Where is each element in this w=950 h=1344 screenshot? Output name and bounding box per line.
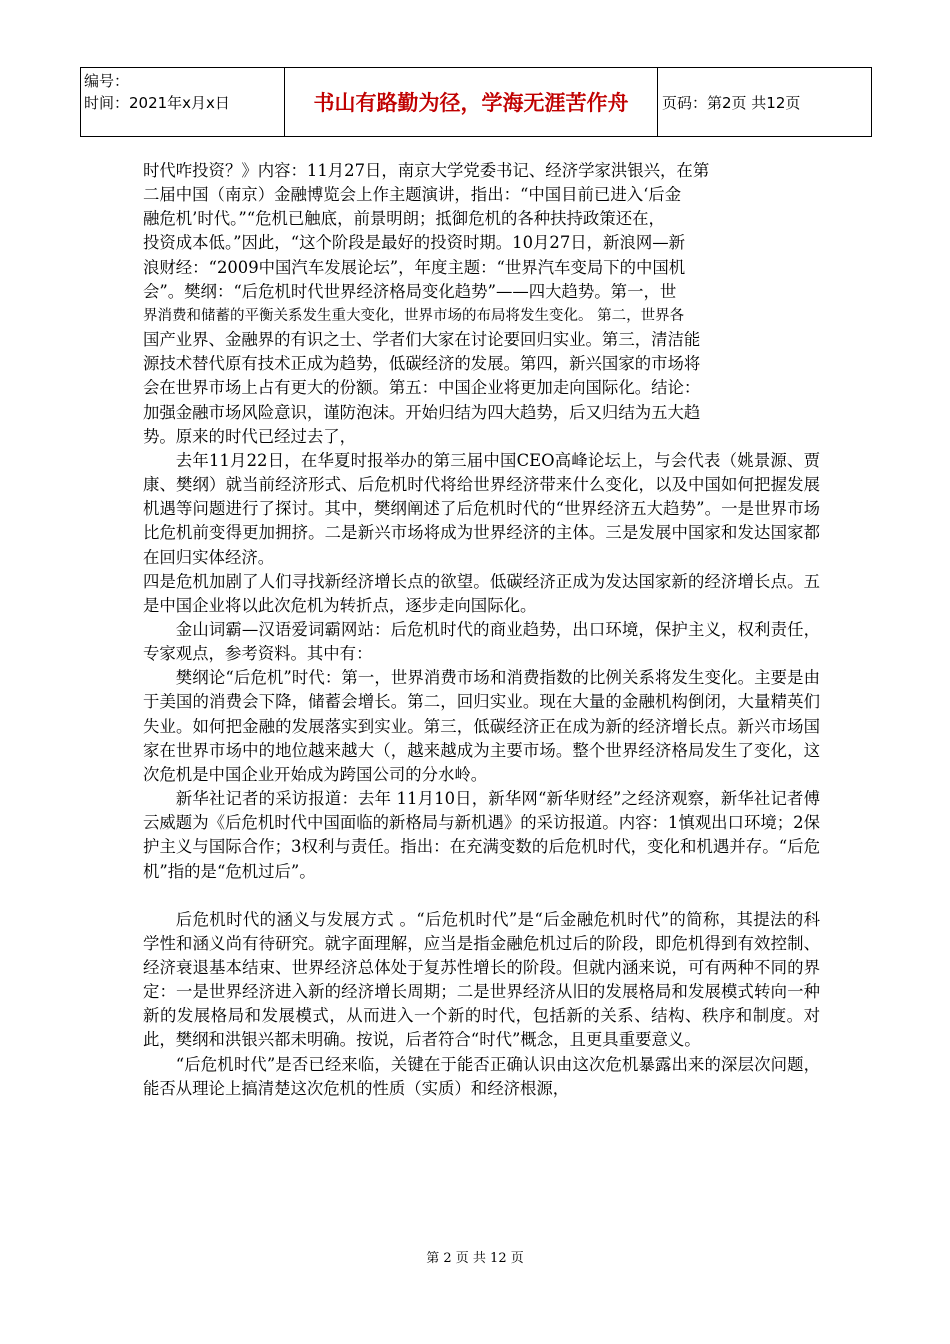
paragraph-jinshan: 金山词霸—汉语爱词霸网站：后危机时代的商业趋势，出口环境，保护主义，权利责任，专家观点，参考资料。其中有： [143,619,820,664]
body-line-small: 界消费和储蓄的平衡关系发生重大变化，世界市场的布局将发生变化。 第二，世界各 [143,307,685,324]
body-line: 融危机’时代。”“危机已触底，前景明朗；抵御危机的各种扶持政策还在， [143,209,665,229]
paragraph-meaning: 后危机时代的涵义与发展方式 。“后危机时代”是“后金融危机时代”的简称，其提法的科学性和涵义尚有待研究。就字面理解，应当是指金融危机过后的阶段，即危机得到有效控制、经济衰退基本结束、世界经济总体处于复苏性增长的阶段。但就内涵来说，可有两种不同的界定：一是世界经济进入新的经济增长周期；二是世界经济从旧的发展格局和发展模式转向一种新的发展格局和发展模式，从而进入一个新的时代，包括新的关系、结构、秩序和制度。对此，樊纲和洪银兴都未明确。按说，后者符合“时代”概念，且更具重要意义。 [143,909,820,1050]
body-line: 二届中国（南京）金融博览会上作主题演讲，指出：“中国目前已进入‘后金 [143,185,682,205]
header-motto: 书山有路勤为径，学海无涯苦作舟 [285,68,658,137]
header-meta [81,68,285,137]
body-line: 源技术替代原有技术正成为趋势，低碳经济的发展。第四，新兴国家的市场将 [143,354,701,374]
body-line: 国产业界、金融界的有识之士、学者们大家在讨论要回归实业。第三，清洁能 [143,330,701,350]
page-footer: 第 2 页 共 12 页 [426,1251,524,1266]
page-header [80,67,872,137]
body-line: 会在世界市场上占有更大的份额。第五：中国企业将更加走向国际化。结论： [143,378,701,398]
paragraph-arrived: “后危机时代”是否已经来临，关键在于能否正确认识由这次危机暴露出来的深层次问题，能否从理论上搞清楚这次危机的性质（实质）和经济根源， [143,1054,820,1098]
body-line: 浪财经：“2009中国汽车发展论坛”，年度主题：“世界汽车变局下的中国机 [143,257,686,277]
paragraph-trend-four-five: 四是危机加剧了人们寻找新经济增长点的欲望。低碳经济正成为发达国家新的经济增长点。五是中国企业将以此次危机为转折点，逐步走向国际化。 [143,571,820,615]
document-body [143,159,820,1101]
paragraph-xinhua: 新华社记者的采访报道：去年 11月10日，新华网“新华财经”之经济观察，新华社记者傅云威题为《后危机时代中国面临的新格局与新机遇》的采访报道。内容：1慎观出口环境；2保护主义与国际合作；3权利与责任。指出：在充满变数的后危机时代，变化和机遇并存。“后危机”指的是“危机过后”。 [143,789,820,881]
body-line: 势。原来的时代已经过去了， [143,426,357,446]
header-page-info: 页码：第2页 共12页 [658,68,872,137]
body-line: 投资成本低。”因此，“这个阶段是最好的投资时期。10月27日，新浪网—新 [143,233,685,253]
body-line: 时代咋投资？》内容：11月27日，南京大学党委书记、经济学家洪银兴，在第 [143,161,710,180]
paragraph-ceo-forum: 去年11月22日，在华夏时报举办的第三届中国CEO高峰论坛上，与会代表（姚景源、贾康、樊纲）就当前经济形式、后危机时代将给世界经济带来什么变化，以及中国如何把握发展机遇等问题进行了探讨。其中，樊纲阐述了后危机时代的“世界经济五大趋势”。一是世界市场比危机前变得更加拥挤。二是新兴市场将成为世界经济的主体。三是发展中国家和发达国家都在回归实体经济。 [143,450,820,567]
document-time: 时间：2021年x月x日 [84,94,230,112]
paragraph-fangang: 樊纲论“后危机”时代：第一，世界消费市场和消费指数的比例关系将发生变化。主要是由于美国的消费会下降，储蓄会增长。第二，回归实业。现在大量的金融机构倒闭，大量精英们失业。如何把金融的发展落实到实业。第三，低碳经济正在成为新的经济增长点。新兴市场国家在世界市场中的地位越来越大（，越来越成为主要市场。整个世界经济格局发生了变化，这次危机是中国企业开始成为跨国公司的分水岭。 [143,668,820,784]
body-line: 会”。樊纲：“后危机时代世界经济格局变化趋势”——四大趋势。第一，世 [143,281,677,301]
document-number-label: 编号： [84,72,130,90]
body-line: 加强金融市场风险意识，谨防泡沫。开始归结为四大趋势，后又归结为五大趋 [143,402,701,422]
paragraph-gap [143,884,820,908]
